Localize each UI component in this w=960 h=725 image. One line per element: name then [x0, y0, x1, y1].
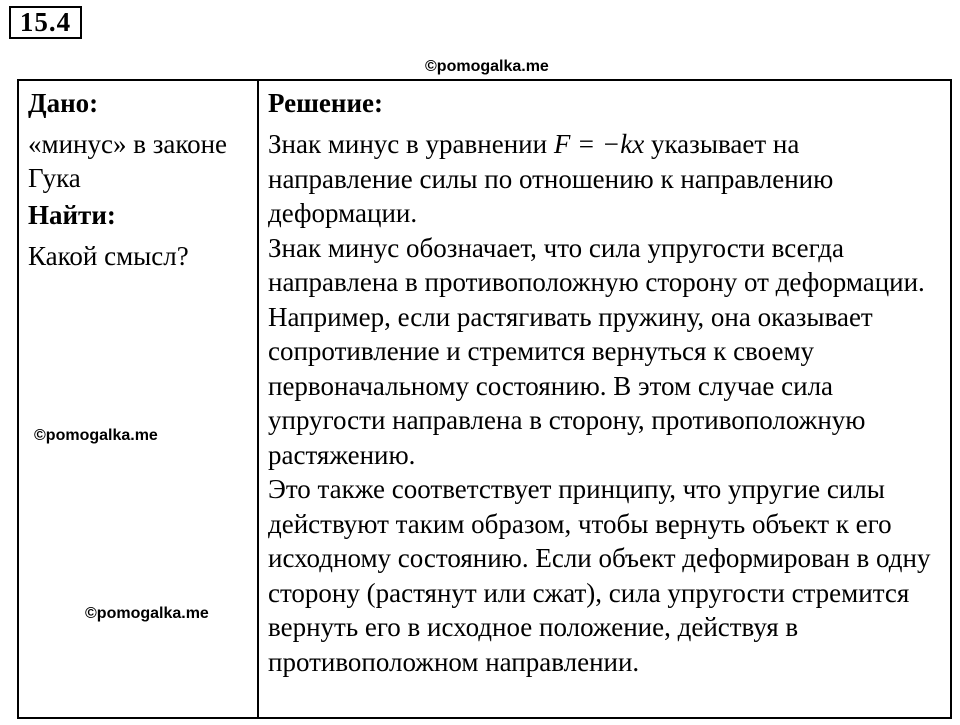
formula: F = −kx — [553, 129, 645, 159]
task-table — [17, 79, 952, 719]
watermark-left-1: ©pomogalka.me — [34, 427, 158, 444]
solution-header: Решение: — [268, 88, 383, 118]
solution-paragraph-3: Это также соответствует принципу, что упругие силы действуют таким образом, чтобы вернуть объект к его исходному состоянию. Если объект деформирован в одну сторону (растянут или сжат), сила упругости стремится вернуть его в исходное положение, действуя в противоположном направлении. — [268, 474, 931, 677]
p1-before: Знак минус в уравнении — [268, 129, 554, 159]
p1-after: указывает на направление силы по отношению к направлению деформации. — [268, 129, 834, 228]
solution-column — [258, 80, 951, 718]
solution-paragraph-2: Знак минус обозначает, что сила упругости всегда направлена в противоположную сторону от деформации. Например, если растягивать пружину, она оказывает сопротивление и стремится вернуться к своему первоначальному состоянию. В этом случае сила упругости направлена в сторону, противоположную растяжению. — [268, 232, 925, 470]
watermark-left-2: ©pomogalka.me — [85, 605, 209, 622]
find-text: Какой смысл? — [28, 241, 189, 271]
solution-body — [268, 127, 942, 679]
find-header: Найти: — [28, 200, 116, 230]
solution-paragraph-1 — [268, 127, 942, 231]
given-header: Дано: — [28, 88, 99, 118]
watermark-top: ©pomogalka.me — [425, 58, 549, 75]
problem-number: 15.4 — [9, 6, 82, 39]
given-text: «минус» в законе Гука — [28, 129, 228, 193]
